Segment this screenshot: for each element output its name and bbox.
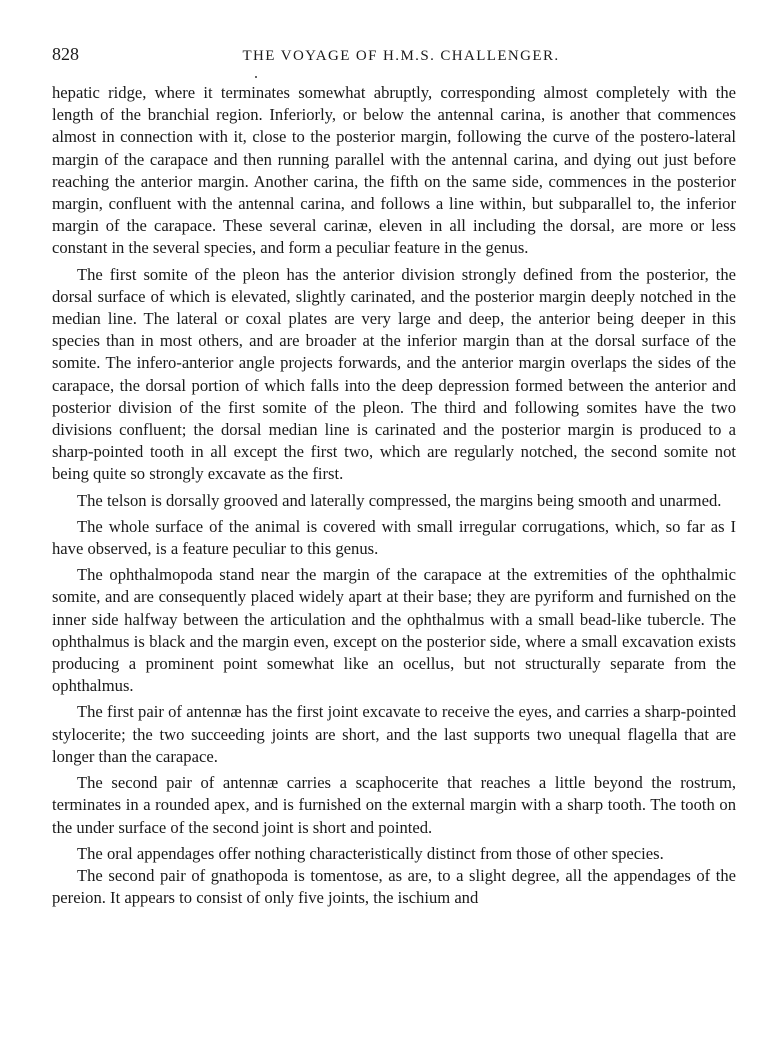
paragraph-second-antennae: The second pair of antennæ carries a scaphocerite that reaches a little beyond the rostrum, terminates in a rounded apex, and is furnished on the external margin with a sharp tooth. The tooth on the under surface of the second joint is short and pointed.: [52, 773, 736, 837]
paragraph-carinae: hepatic ridge, where it terminates somewhat abruptly, corresponding almost completely with the length of the branchial region. Inferiorly, or below the antennal carina, is another that commences almost in connection with it, close to the posterior margin, following the curve of the postero-lateral margin of the carapace and then running parallel with the antennal carina, and dying out just before reaching the anterior margin. Another carina, the fifth on the same side, commences in the posterior margin, confluent with the antennal carina, and follows a line within, but subparallel to, the inferior margin of the carapace. These several carinæ, eleven in all including the dorsal, are more or less constant in the several species, and form a peculiar feature in the genus.: [52, 83, 736, 258]
paragraph-ophthalmopoda: The ophthalmopoda stand near the margin of the carapace at the extremities of the ophthalmic somite, and are consequently placed widely apart at their base; they are pyriform and furnished on the inner side halfway between the articulation and the ophthalmus with a small bead-like tubercle. The ophthalmus is black and the margin even, except on the posterior side, where a small excavation exists producing a prominent point somewhat like an ocellus, but not structurally separate from the ophthalmus.: [52, 565, 736, 696]
paragraph-telson: The telson is dorsally grooved and laterally compressed, the margins being smooth and unarmed.: [77, 490, 722, 510]
paragraph-first-antennae: The first pair of antennæ has the first joint excavate to receive the eyes, and carries a sharp-pointed stylocerite; the two succeeding joints are short, and the last supports two unequal flagella that are longer than the carapace.: [52, 702, 736, 766]
paragraph-oral-appendages: The oral appendages offer nothing characteristically distinct from those of other species.: [77, 843, 664, 863]
paragraph-pleon-somites: The first somite of the pleon has the anterior division strongly defined from the posterior, the dorsal surface of which is elevated, slightly carinated, and the posterior margin deeply notched in the median line. The lateral or coxal plates are very large and deep, the anterior being deeper in this species than in most others, and are broader at the inferior margin than at the dorsal surface of the somite. The infero-anterior angle projects forwards, and the anterior margin overlaps the sides of the carapace, the dorsal portion of which falls into the deep depression formed between the anterior and posterior division of the first somite of the pleon. The third and following somites have the two divisions confluent; the dorsal median line is carinated and the posterior margin is produced to a sharp-pointed tooth in all except the first two, which are regularly notched, the second somite not being quite so strongly excavate as the first.: [52, 264, 736, 484]
body-text: [52, 82, 736, 909]
paragraph-surface: The whole surface of the animal is covered with small irregular corrugations, which, so far as I have observed, is a feature peculiar to this genus.: [52, 516, 736, 559]
running-title: THE VOYAGE OF H.M.S. CHALLENGER.: [242, 48, 560, 64]
paragraph-gnathopoda: The second pair of gnathopoda is tomentose, as are, to a slight degree, all the appendages of the pereion. It appears to consist of only five joints, the ischium and: [52, 865, 736, 908]
page-header: [52, 44, 736, 72]
print-mark: [255, 76, 257, 78]
page-number: 828: [52, 44, 79, 64]
